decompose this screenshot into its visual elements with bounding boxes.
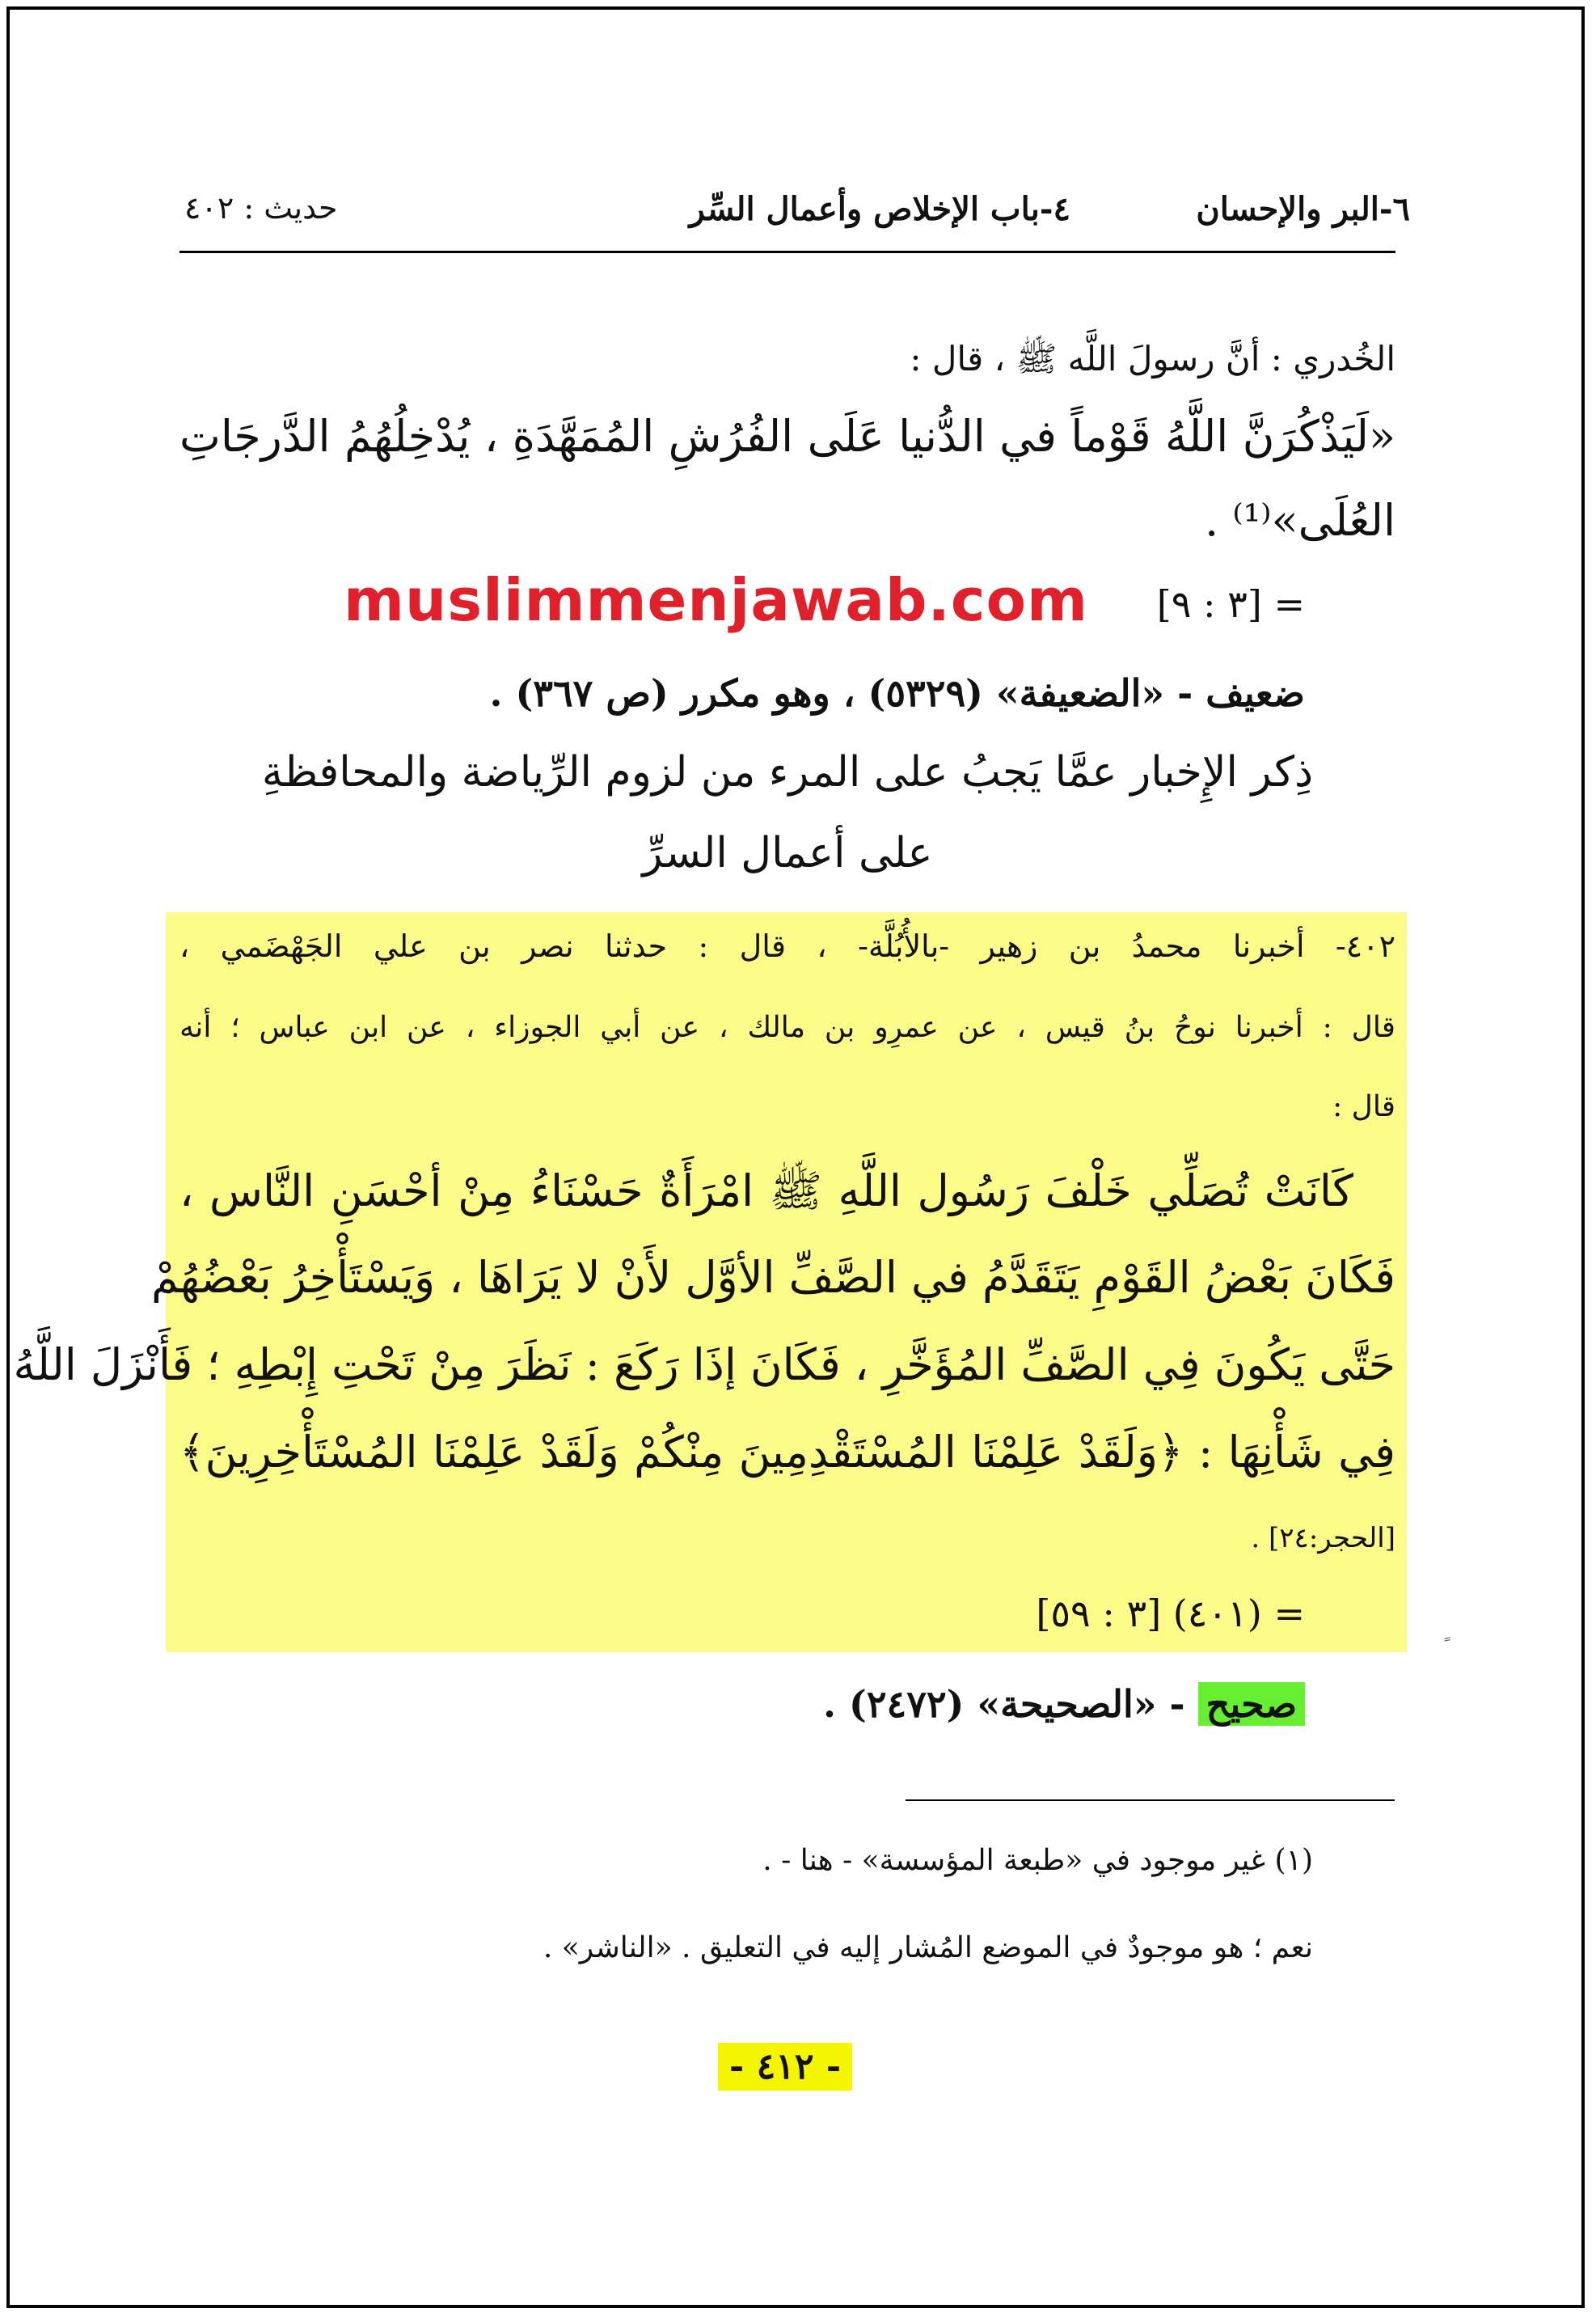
matn-line: كَانَتْ تُصَلِّي خَلْفَ رَسُول اللَّهِ ﷺ امْرَأَةٌ حَسْنَاءُ مِنْ أحْسَنِ النَّاس ، — [179, 1165, 1353, 1216]
header-hadith-ref: حديث : ٤٠٢ — [184, 190, 338, 226]
footnote: (١) غير موجود في «طبعة المؤسسة» - هنا - . — [762, 1844, 1313, 1877]
isnad-line: ٤٠٢- أخبرنا محمدُ بن زهير -بالأُبُلَّة- ، قال : حدثنا نصر بن علي الجَهْضَمي ، — [179, 928, 1395, 964]
hadith-text-line: «لَيَذْكُرَنَّ اللَّهُ قَوْماً في الدُّنيا عَلَى الفُرُشِ المُمَهَّدَةِ ، يُدْخِلُهُمُ الدَّرجَاتِ — [179, 411, 1395, 462]
matn-line: فِي شَأْنِهَا : ﴿وَلَقَدْ عَلِمْنَا المُسْتَقْدِمِينَ مِنْكُمْ وَلَقَدْ عَلِمْنَا المُسْتَأْخِرِينَ﴾ — [179, 1427, 1395, 1478]
hadith-text-line: العُلَى»⁽¹⁾ . — [1205, 495, 1395, 546]
grading-line: ضعيف - «الضعيفة» (٥٣٢٩) ، وهو مكرر (ص ٣٦٧) . — [489, 671, 1305, 715]
header-rule — [179, 251, 1395, 253]
matn-line: حَتَّى يَكُونَ فِي الصَّفِّ المُؤَخَّرِ ، فَكَانَ إذَا رَكَعَ : نَظَرَ مِنْ تَحْتِ إِبْطِهِ ؛ فَأَنْزَلَ اللَّهُ — [13, 1339, 1395, 1390]
sahih-label: صحيح — [1198, 1682, 1305, 1726]
watermark: muslimmenjawab.com — [344, 566, 1089, 634]
isnad-line: قال : — [1332, 1090, 1395, 1123]
header-book-section: ٦-البر والإحسان — [1196, 190, 1410, 228]
footnote: نعم ؛ هو موجودٌ في الموضع المُشار إليه في التعليق . «الناشر» . — [543, 1931, 1313, 1964]
cross-reference: = [٣ : ٩] — [1156, 582, 1305, 626]
grading-source: - «الصحيحة» (٢٤٧٢) . — [823, 1682, 1185, 1726]
page-number-text: - ٤١٢ - — [718, 2043, 852, 2091]
grading-line — [823, 1682, 1305, 1726]
narrator-line: الخُدري : أنَّ رسولَ اللَّه ﷺ ، قال : — [910, 339, 1395, 378]
quran-reference: [الحجر:٢٤] . — [1251, 1522, 1395, 1554]
matn-line: فَكَانَ بَعْضُ القَوْمِ يَتَقَدَّمُ في الصَّفِّ الأوَّل لأَنْ لا يَرَاهَا ، وَيَسْتَأْخِرُ بَعْضُهُمْ — [151, 1252, 1395, 1303]
cross-reference: = (٤٠١) [٣ : ٥٩] — [1036, 1592, 1305, 1635]
section-heading-line2: على أعمال السرِّ — [642, 829, 933, 877]
footnote-rule — [906, 1799, 1395, 1801]
isnad-line: قال : أخبرنا نوحُ بنُ قيس ، عن عمرِو بن مالك ، عن أبي الجوزاء ، عن ابن عباس ؛ أنه — [179, 1011, 1395, 1044]
header-chapter: ٤-باب الإخلاص وأعمال السِّر — [689, 190, 1070, 228]
page-number — [718, 2046, 852, 2087]
section-heading: ذِكر الإِخبار عمَّا يَجبُ على المرء من لزوم الرِّياضة والمحافظةِ — [261, 748, 1314, 797]
